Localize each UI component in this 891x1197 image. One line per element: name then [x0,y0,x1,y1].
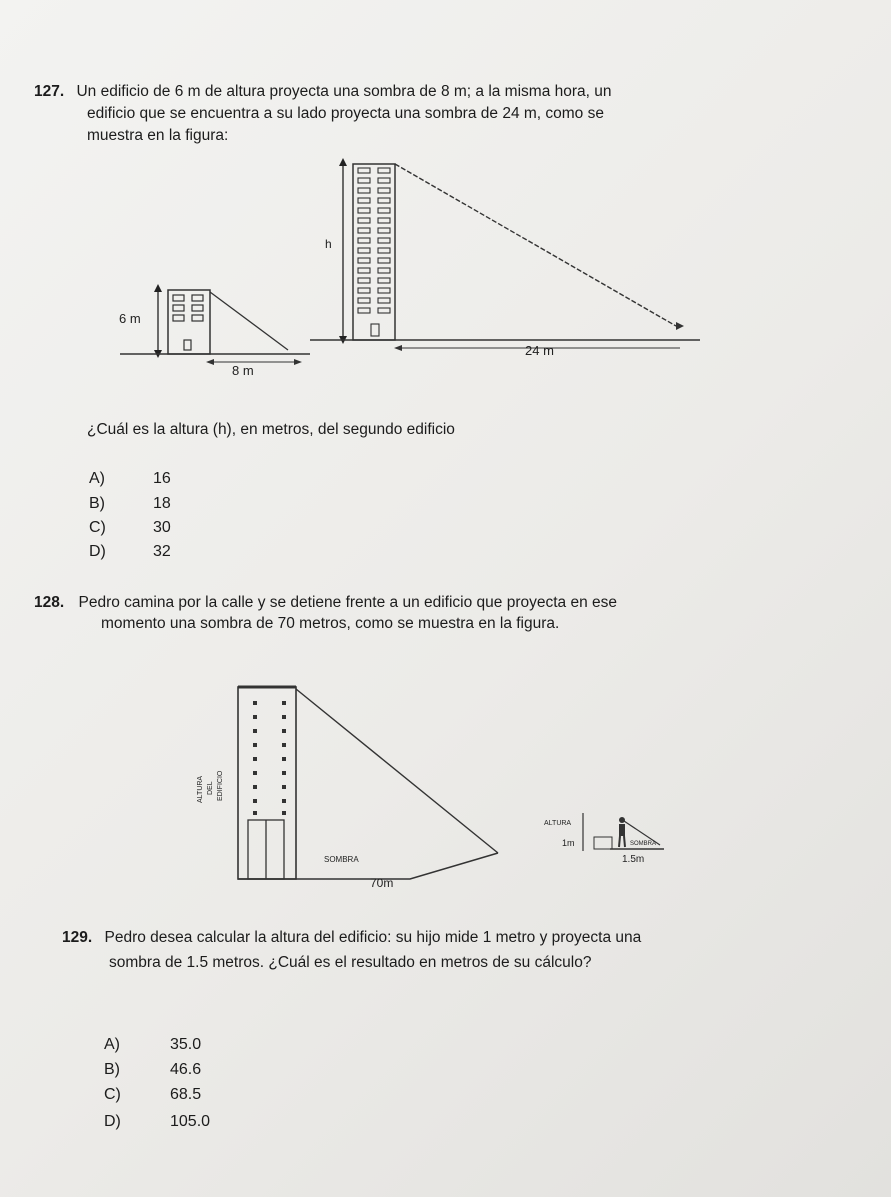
option-letter: C) [89,519,106,536]
small-building [168,290,210,354]
q128-line1: Pedro camina por la calle y se detiene frente a un edificio que proyecta en ese [78,594,618,611]
q127-figure [110,150,700,385]
kid-shadow-value: 1.5m [622,854,645,865]
q128-line2: momento una sombra de 70 metros, como se muestra en la figura. [101,615,560,632]
q129-line2: sombra de 1.5 metros. ¿Cuál es el resultado en metros de su cálculo? [109,954,592,971]
tall-shadow-label: 24 m [525,343,554,358]
q127-line3: muestra en la figura: [87,127,229,144]
shadow-label: SOMBRA [324,855,359,864]
tall-building [353,164,395,340]
kid-height-label: ALTURA [544,820,572,827]
option-letter: B) [104,1061,120,1078]
option-letter: B) [89,495,105,512]
option-value: 105.0 [170,1113,211,1130]
option-value: 32 [153,543,171,560]
q128-figure [190,675,690,895]
small-height-label: 6 m [119,311,141,326]
tall-height-label: h [325,237,332,251]
option-value: 18 [153,495,171,512]
building-height-label-3: EDIFICIO [217,770,224,801]
q127-line1: Un edificio de 6 m de altura proyecta una sombra de 8 m; a la misma hora, un [76,83,612,100]
option-letter: D) [89,543,106,560]
q129-text [62,928,882,948]
small-shadow-label: 8 m [232,363,254,378]
q128-number: 128. [34,594,65,611]
option-letter: A) [104,1036,120,1053]
q127-question: ¿Cuál es la altura (h), en metros, del segundo edificio [87,421,455,438]
q128-text [34,593,864,613]
option-value: 46.6 [170,1061,202,1078]
option-value: 30 [153,519,171,536]
shadow-value: 70m [370,876,394,890]
building-height-label-2: DEL [207,781,214,795]
building-128 [238,687,296,879]
option-value: 68.5 [170,1086,202,1103]
option-letter: A) [89,470,105,487]
q129-line1: Pedro desea calcular la altura del edificio: su hijo mide 1 metro y proyecta una [104,929,642,946]
kid-height-value: 1m [562,838,575,848]
option-value: 35.0 [170,1036,202,1053]
option-value: 16 [153,470,171,487]
q129-number: 129. [62,929,93,946]
building-height-label-1: ALTURA [197,775,204,803]
kid-shadow-label: SOMBRA [630,841,657,847]
q127-number: 127. [34,83,65,100]
q127-text [34,82,864,102]
option-letter: C) [104,1086,121,1103]
option-letter: D) [104,1113,121,1130]
q127-line2: edificio que se encuentra a su lado proyecta una sombra de 24 m, como se [87,105,604,122]
